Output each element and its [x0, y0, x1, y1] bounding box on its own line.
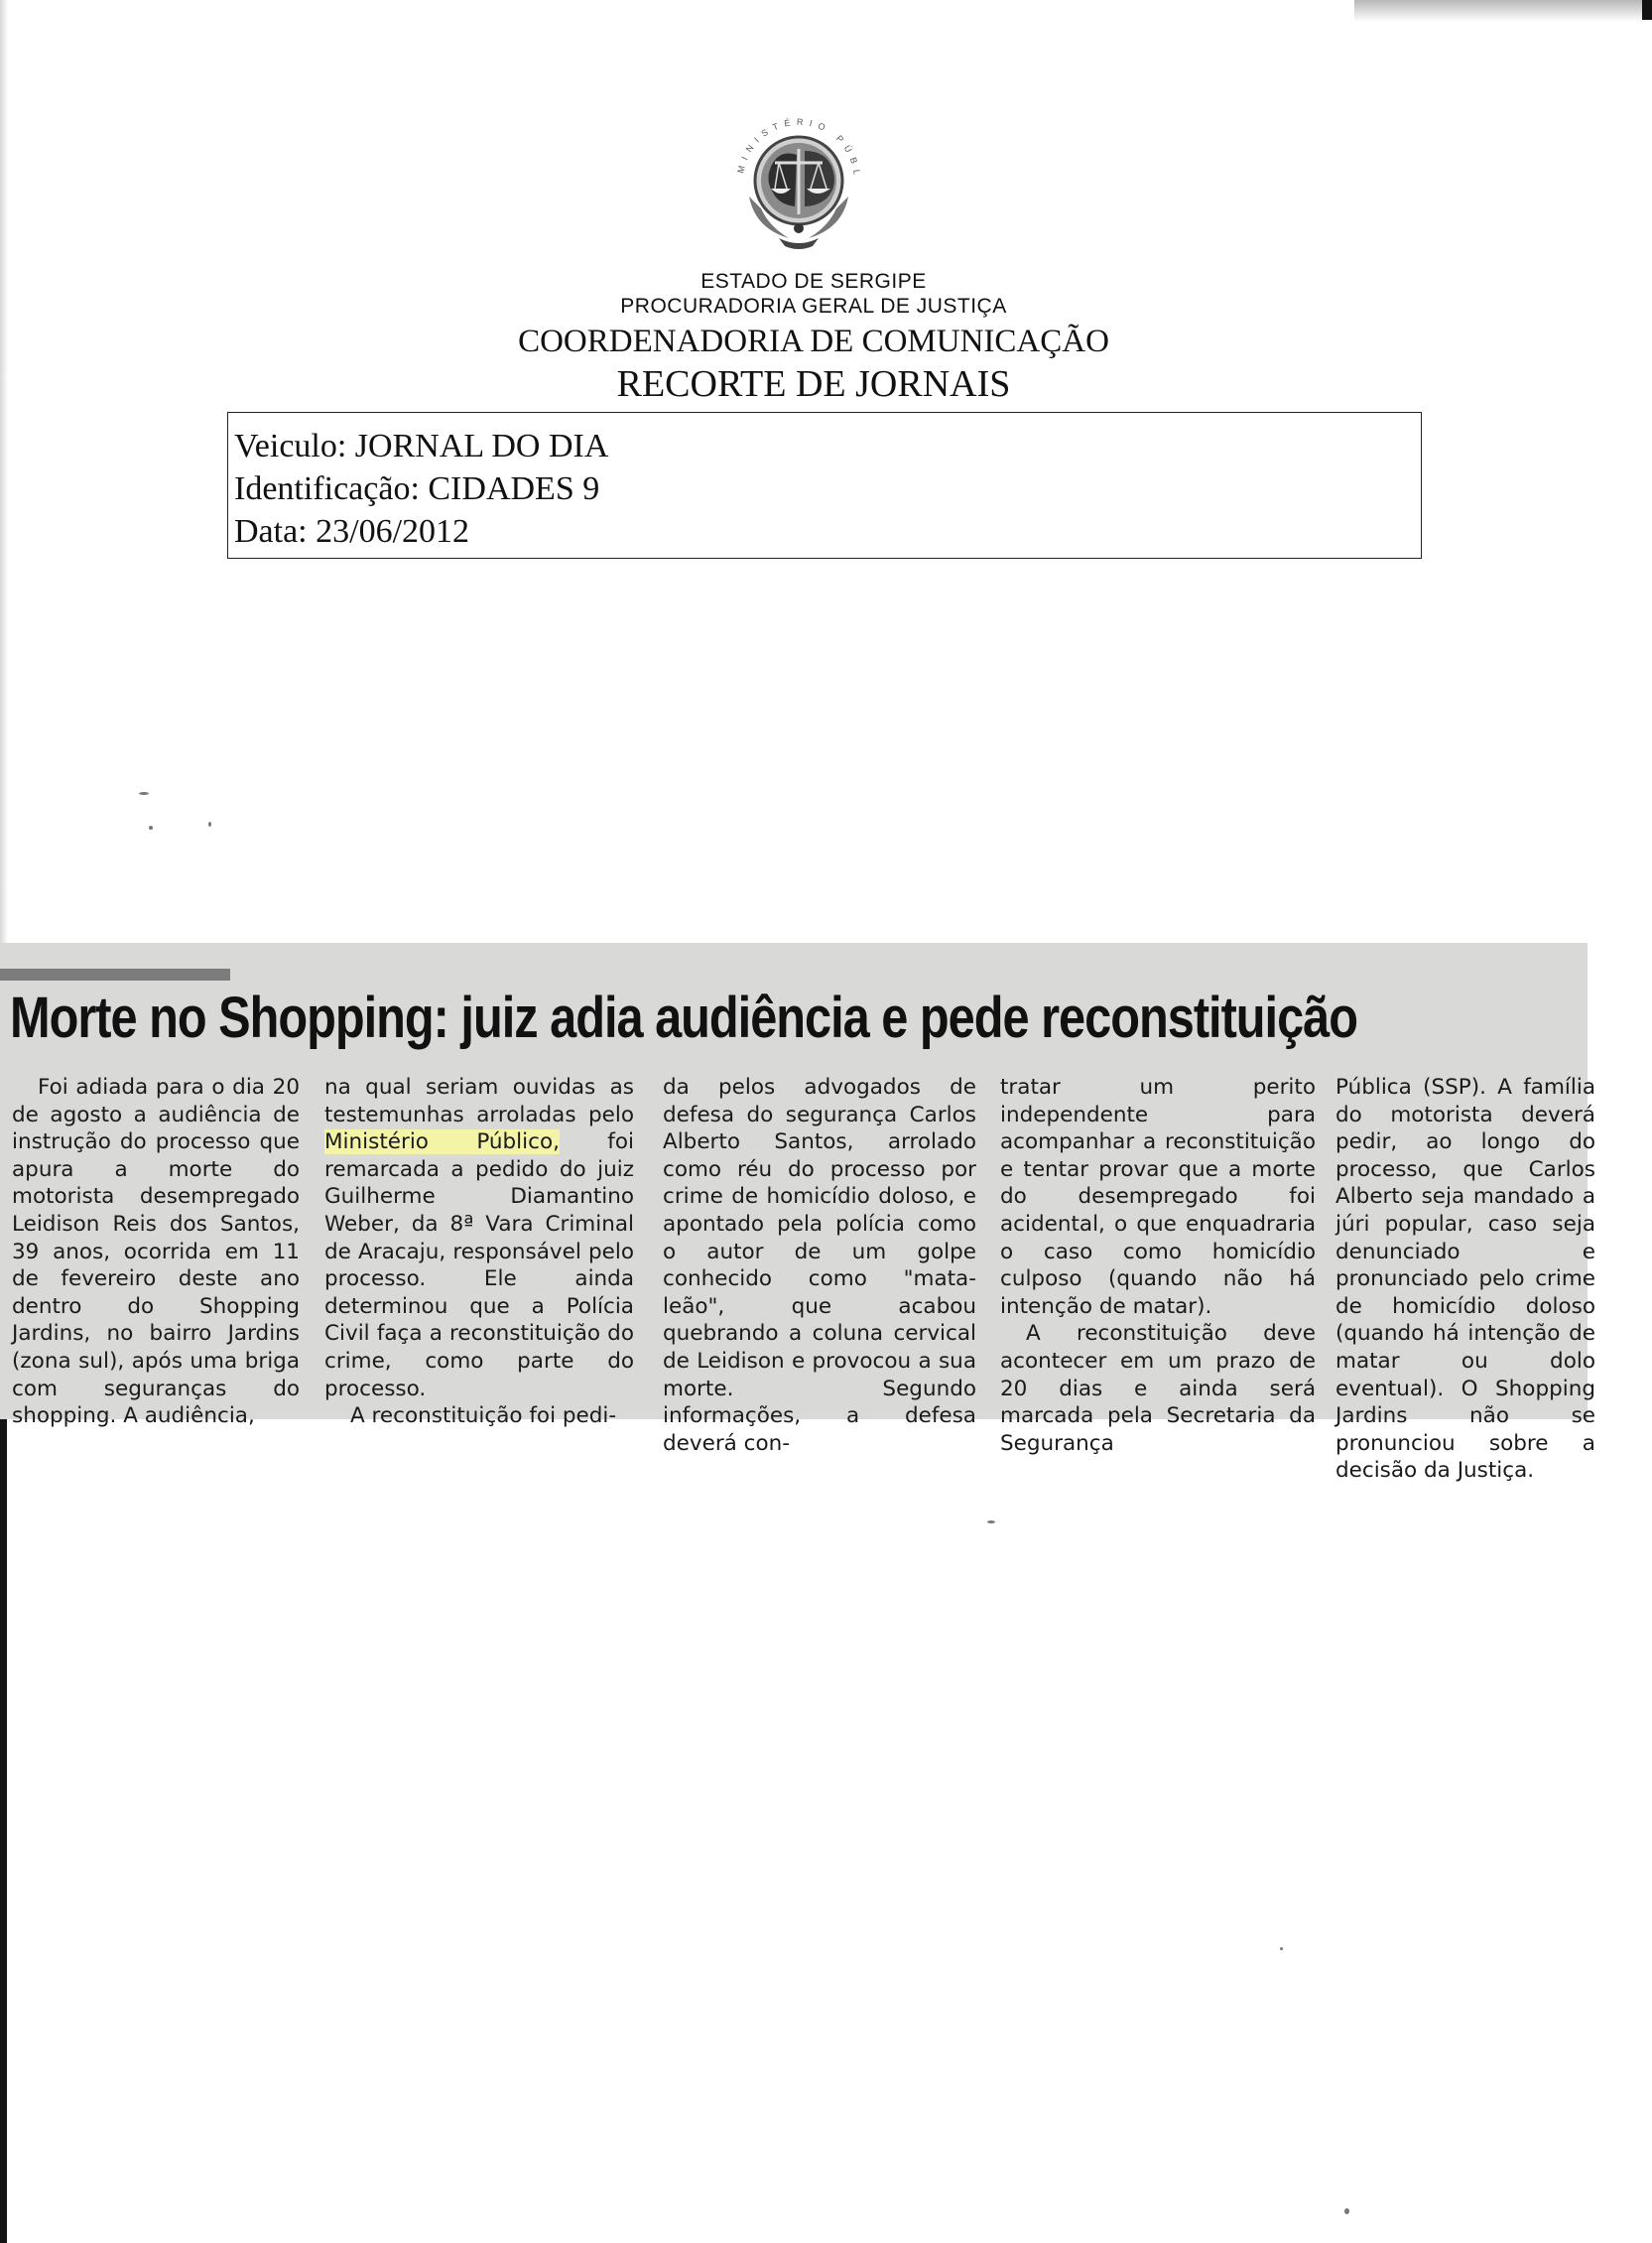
ministerio-publico-seal-icon: [709, 89, 888, 268]
recorte-title: RECORTE DE JORNAIS: [616, 363, 1011, 405]
procuradoria-name: PROCURADORIA GERAL DE JUSTIÇA: [620, 295, 1007, 318]
article-column-5: [1335, 1074, 1595, 1485]
article-column-1: [12, 1074, 300, 1430]
state-name: ESTADO DE SERGIPE: [700, 270, 927, 293]
article-paragraph: [324, 1074, 634, 1402]
veiculo-line: Veiculo: JORNAL DO DIA: [234, 428, 609, 464]
seal-text: MINISTÉRIO PÚBL: [735, 116, 863, 182]
scan-speck: [149, 826, 153, 830]
clipping-info-box: [227, 412, 1422, 559]
scan-speck: [987, 1520, 995, 1523]
highlighted-text: Ministério Público,: [324, 1129, 560, 1155]
data-line: Data: 23/06/2012: [234, 513, 470, 550]
coordenadoria-title: COORDENADORIA DE COMUNICAÇÃO: [518, 324, 1109, 359]
article-column-2: [324, 1074, 634, 1430]
article-text: foi remarcada a pedido do juiz Guilherme Diamantino Weber, da 8ª Vara Criminal de Aracaju, responsável pelo processo. Ele ainda determinou que a Polícia Civil faça a reconstituição do crime, como parte do processo.: [324, 1129, 634, 1401]
article-paragraph: Pública (SSP). A família do motorista deverá pedir, ao longo do processo, que Carlos Alberto seja mandado a júri popular, caso seja denunciado e pronunciado pelo crime de homicídio doloso (quando há intenção de matar ou dolo eventual). O Shopping Jardins não se pronunciou sobre a decisão da Justiça.: [1335, 1075, 1595, 1484]
article-paragraph: tratar um perito independente para acompanhar a reconstituição e tentar provar que a morte do desempregado foi acidental, o que enquadraria o caso como homicídio culposo (quando não há intenção de matar).: [1000, 1075, 1316, 1319]
scan-speck: [208, 822, 211, 827]
scan-speck: [139, 792, 149, 795]
article-text: na qual seriam ouvidas as testemunhas arroladas pelo: [324, 1075, 634, 1127]
scan-speck: [1344, 2208, 1349, 2214]
article-paragraph: A reconstituição deve acontecer em um prazo de 20 dias e ainda será marcada pela Secretaria da Segurança: [1000, 1321, 1316, 1456]
scan-corner-mark: [1642, 0, 1652, 20]
article-paragraph: Foi adiada para o dia 20 de agosto a audiência de instrução do processo que apura a morte do motorista desempregado Leidison Reis dos Santos, 39 anos, ocorrida em 11 de fevereiro deste ano dentro do Shopping Jardins, no bairro Jardins (zona sul), após uma briga com seguranças do shopping. A audiência,: [12, 1075, 300, 1429]
clipping-bar: [0, 969, 230, 981]
identificacao-line: Identificação: CIDADES 9: [234, 470, 600, 507]
scan-speck: [1280, 1947, 1283, 1950]
article-paragraph: da pelos advogados de defesa do segurança Carlos Alberto Santos, arrolado como réu do processo por crime de homicídio doloso, e apontado pela polícia como o autor de um golpe conhecido como "mata-leão", que acabou quebrando a coluna cervical de Leidison e provocou a sua morte. Segundo informações, a defesa deverá con-: [663, 1075, 976, 1456]
article-column-4: [1000, 1074, 1316, 1457]
document-header: [397, 268, 1230, 406]
article-column-3: [663, 1074, 976, 1457]
article-headline: Morte no Shopping: juiz adia audiência e pede reconstituição: [10, 986, 1357, 1050]
scan-top-shadow: [1354, 0, 1652, 22]
article-paragraph: A reconstituição foi pedi-: [350, 1403, 617, 1429]
